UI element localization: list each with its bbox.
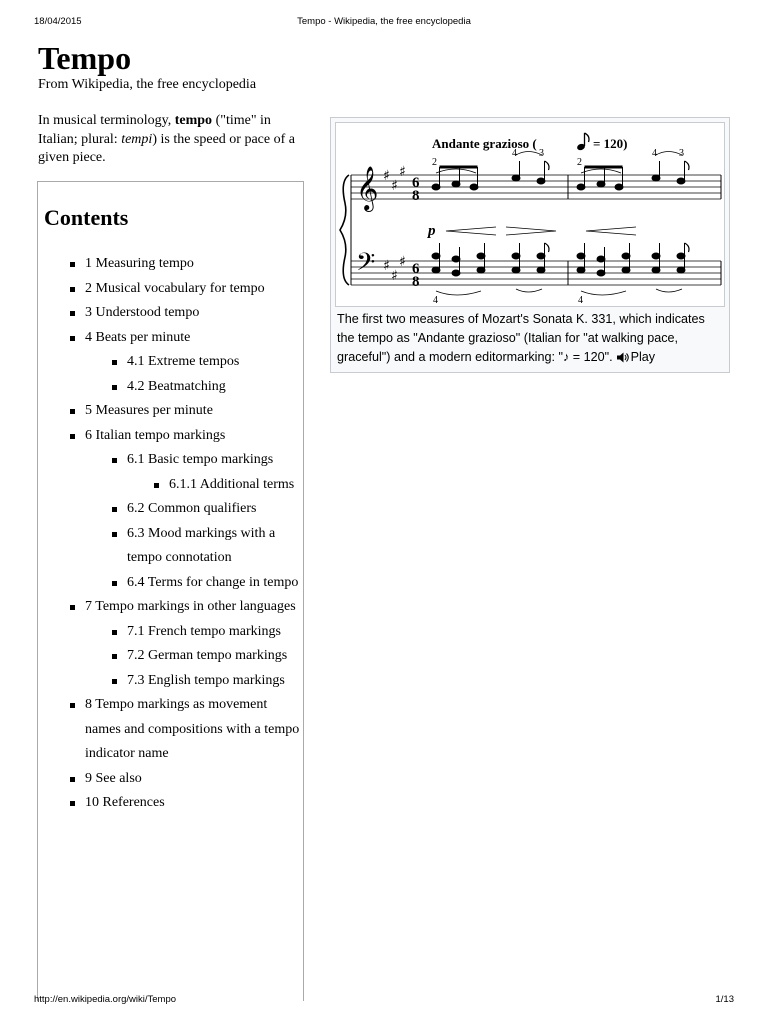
toc-item[interactable] [85, 522, 303, 571]
toc-item-label: 6.3 Mood markings with a tempo connotation [127, 525, 276, 565]
toc-item-label: 6.4 Terms for change in tempo [127, 574, 299, 590]
svg-text:♯: ♯ [383, 258, 390, 274]
toc-item[interactable] [38, 424, 303, 596]
tempo-value: = 120) [593, 136, 628, 151]
toc-sublist [85, 620, 303, 694]
treble-slurs [436, 152, 682, 174]
toc-item-label: 4.1 Extreme tempos [127, 354, 240, 369]
from-line: From Wikipedia, the free encyclopedia [38, 77, 257, 92]
fingering-number: 4 [652, 148, 657, 159]
toc-item[interactable] [38, 767, 303, 792]
toc-item[interactable] [85, 620, 303, 645]
toc-item[interactable] [38, 399, 303, 424]
toc-list [38, 252, 303, 816]
key-signature-sharps [383, 164, 406, 284]
caption-text: The first two measures of Mozart's Sonata K. 331, which indicates the tempo as "Andante grazioso" (Italian for "at walking pace, graceful") and a modern editormarking: "♪ = 120". [337, 312, 705, 364]
lead-text-2: ("time" in Italian; plural: [38, 113, 271, 147]
print-header [34, 16, 734, 30]
toc-item[interactable] [85, 571, 303, 596]
toc-item[interactable] [38, 277, 303, 302]
toc-sublist [85, 448, 303, 595]
fingering-number: 2 [577, 157, 582, 168]
toc-item-label: 7.1 French tempo markings [127, 623, 281, 639]
fingering-number: 4 [578, 295, 583, 306]
toc-item-label: 6.2 Common qualifiers [127, 501, 257, 516]
toc-sublist [127, 473, 303, 498]
barlines [351, 175, 721, 285]
fingering-number: 4 [433, 295, 438, 306]
fingering-number: 3 [539, 148, 544, 159]
toc-title: Contents [44, 205, 129, 230]
sheet-music-svg [336, 123, 724, 306]
lead-paragraph [38, 112, 308, 168]
toc-item-label: 6 Italian tempo markings [85, 427, 226, 443]
time-signature [412, 175, 420, 290]
toc-item[interactable] [85, 375, 303, 400]
time-sig-bottom-treble: 8 [412, 188, 420, 204]
toc-item-label: 7.3 English tempo markings [127, 672, 285, 688]
print-page-number: 1/13 [715, 994, 734, 1005]
toc-sublist [85, 350, 303, 399]
treble-staff [351, 175, 721, 199]
tempo-note-icon [576, 133, 589, 151]
fingering-number: 4 [512, 148, 517, 159]
toc-item-label: 4.2 Beatmatching [127, 378, 226, 394]
toc-item-label: 9 See also [85, 770, 142, 786]
svg-text:♯: ♯ [399, 164, 406, 180]
toc-item[interactable] [38, 301, 303, 326]
fingering-lower [433, 295, 583, 306]
speaker-icon[interactable] [617, 350, 629, 369]
toc-item[interactable] [38, 252, 303, 277]
dynamic-marking: p [428, 223, 436, 239]
print-footer [34, 994, 734, 1008]
grand-staff-brace [340, 175, 349, 285]
toc-item[interactable] [85, 497, 303, 522]
page-title: Tempo [38, 40, 132, 76]
time-sig-top-bass: 6 [412, 261, 420, 277]
toc-item-label: 1 Measuring tempo [85, 256, 194, 271]
toc-item[interactable] [38, 693, 303, 767]
toc-item-label: 3 Understood tempo [85, 305, 200, 320]
svg-text:♯: ♯ [391, 268, 398, 284]
toc-item[interactable] [38, 791, 303, 816]
print-date: 18/04/2015 [34, 16, 82, 27]
lead-term: tempo [174, 113, 213, 128]
toc-item[interactable] [38, 595, 303, 693]
time-sig-top-treble: 6 [412, 175, 420, 191]
toc-item[interactable] [127, 473, 303, 498]
hairpins [446, 227, 636, 235]
toc-item[interactable] [85, 669, 303, 694]
toc-item[interactable] [85, 644, 303, 669]
figure-caption [337, 310, 725, 369]
toc-item-label: 7.2 German tempo markings [127, 648, 288, 663]
toc-item-label: 7 Tempo markings in other languages [85, 599, 296, 614]
bass-staff [351, 261, 721, 285]
lead-plural: tempi [121, 131, 153, 147]
lead-text-3: ) is the speed or pace of a given piece. [38, 131, 295, 165]
toc-item-label: 5 Measures per minute [85, 403, 213, 418]
toc-item-label: 2 Musical vocabulary for tempo [85, 280, 265, 296]
treble-notes [432, 161, 689, 190]
bass-clef-icon: 𝄢 [356, 248, 376, 283]
toc-item-label: 10 References [85, 795, 165, 810]
tempo-text: Andante grazioso ( [432, 136, 537, 151]
svg-text:♯: ♯ [399, 254, 406, 270]
toc-item[interactable] [85, 350, 303, 375]
play-audio-link[interactable]: Play [630, 350, 656, 364]
bass-notes [432, 243, 689, 276]
toc-item-label: 6.1.1 Additional terms [169, 476, 295, 492]
toc-item-label: 8 Tempo markings as movement names and compositions with a tempo indicator name [85, 697, 300, 761]
toc-item-label: 4 Beats per minute [85, 329, 191, 345]
time-sig-bottom-bass: 8 [412, 274, 420, 290]
toc-item[interactable] [38, 326, 303, 400]
svg-text:♯: ♯ [391, 178, 398, 194]
print-url: http://en.wikipedia.org/wiki/Tempo [34, 994, 177, 1005]
sheet-music-image[interactable] [335, 122, 725, 307]
treble-clef-icon: 𝄞 [356, 166, 379, 210]
table-of-contents [37, 181, 304, 1001]
fingering-upper [432, 148, 684, 168]
fingering-number: 3 [679, 148, 684, 159]
fingering-number: 2 [432, 157, 437, 168]
bass-slurs [436, 289, 682, 295]
svg-text:♯: ♯ [383, 168, 390, 184]
figure-thumbnail [330, 117, 730, 373]
toc-item-label: 6.1 Basic tempo markings [127, 452, 274, 467]
toc-item[interactable] [85, 448, 303, 497]
print-title: Tempo - Wikipedia, the free encyclopedia [297, 16, 471, 27]
lead-text-1: In musical terminology, [38, 113, 175, 128]
